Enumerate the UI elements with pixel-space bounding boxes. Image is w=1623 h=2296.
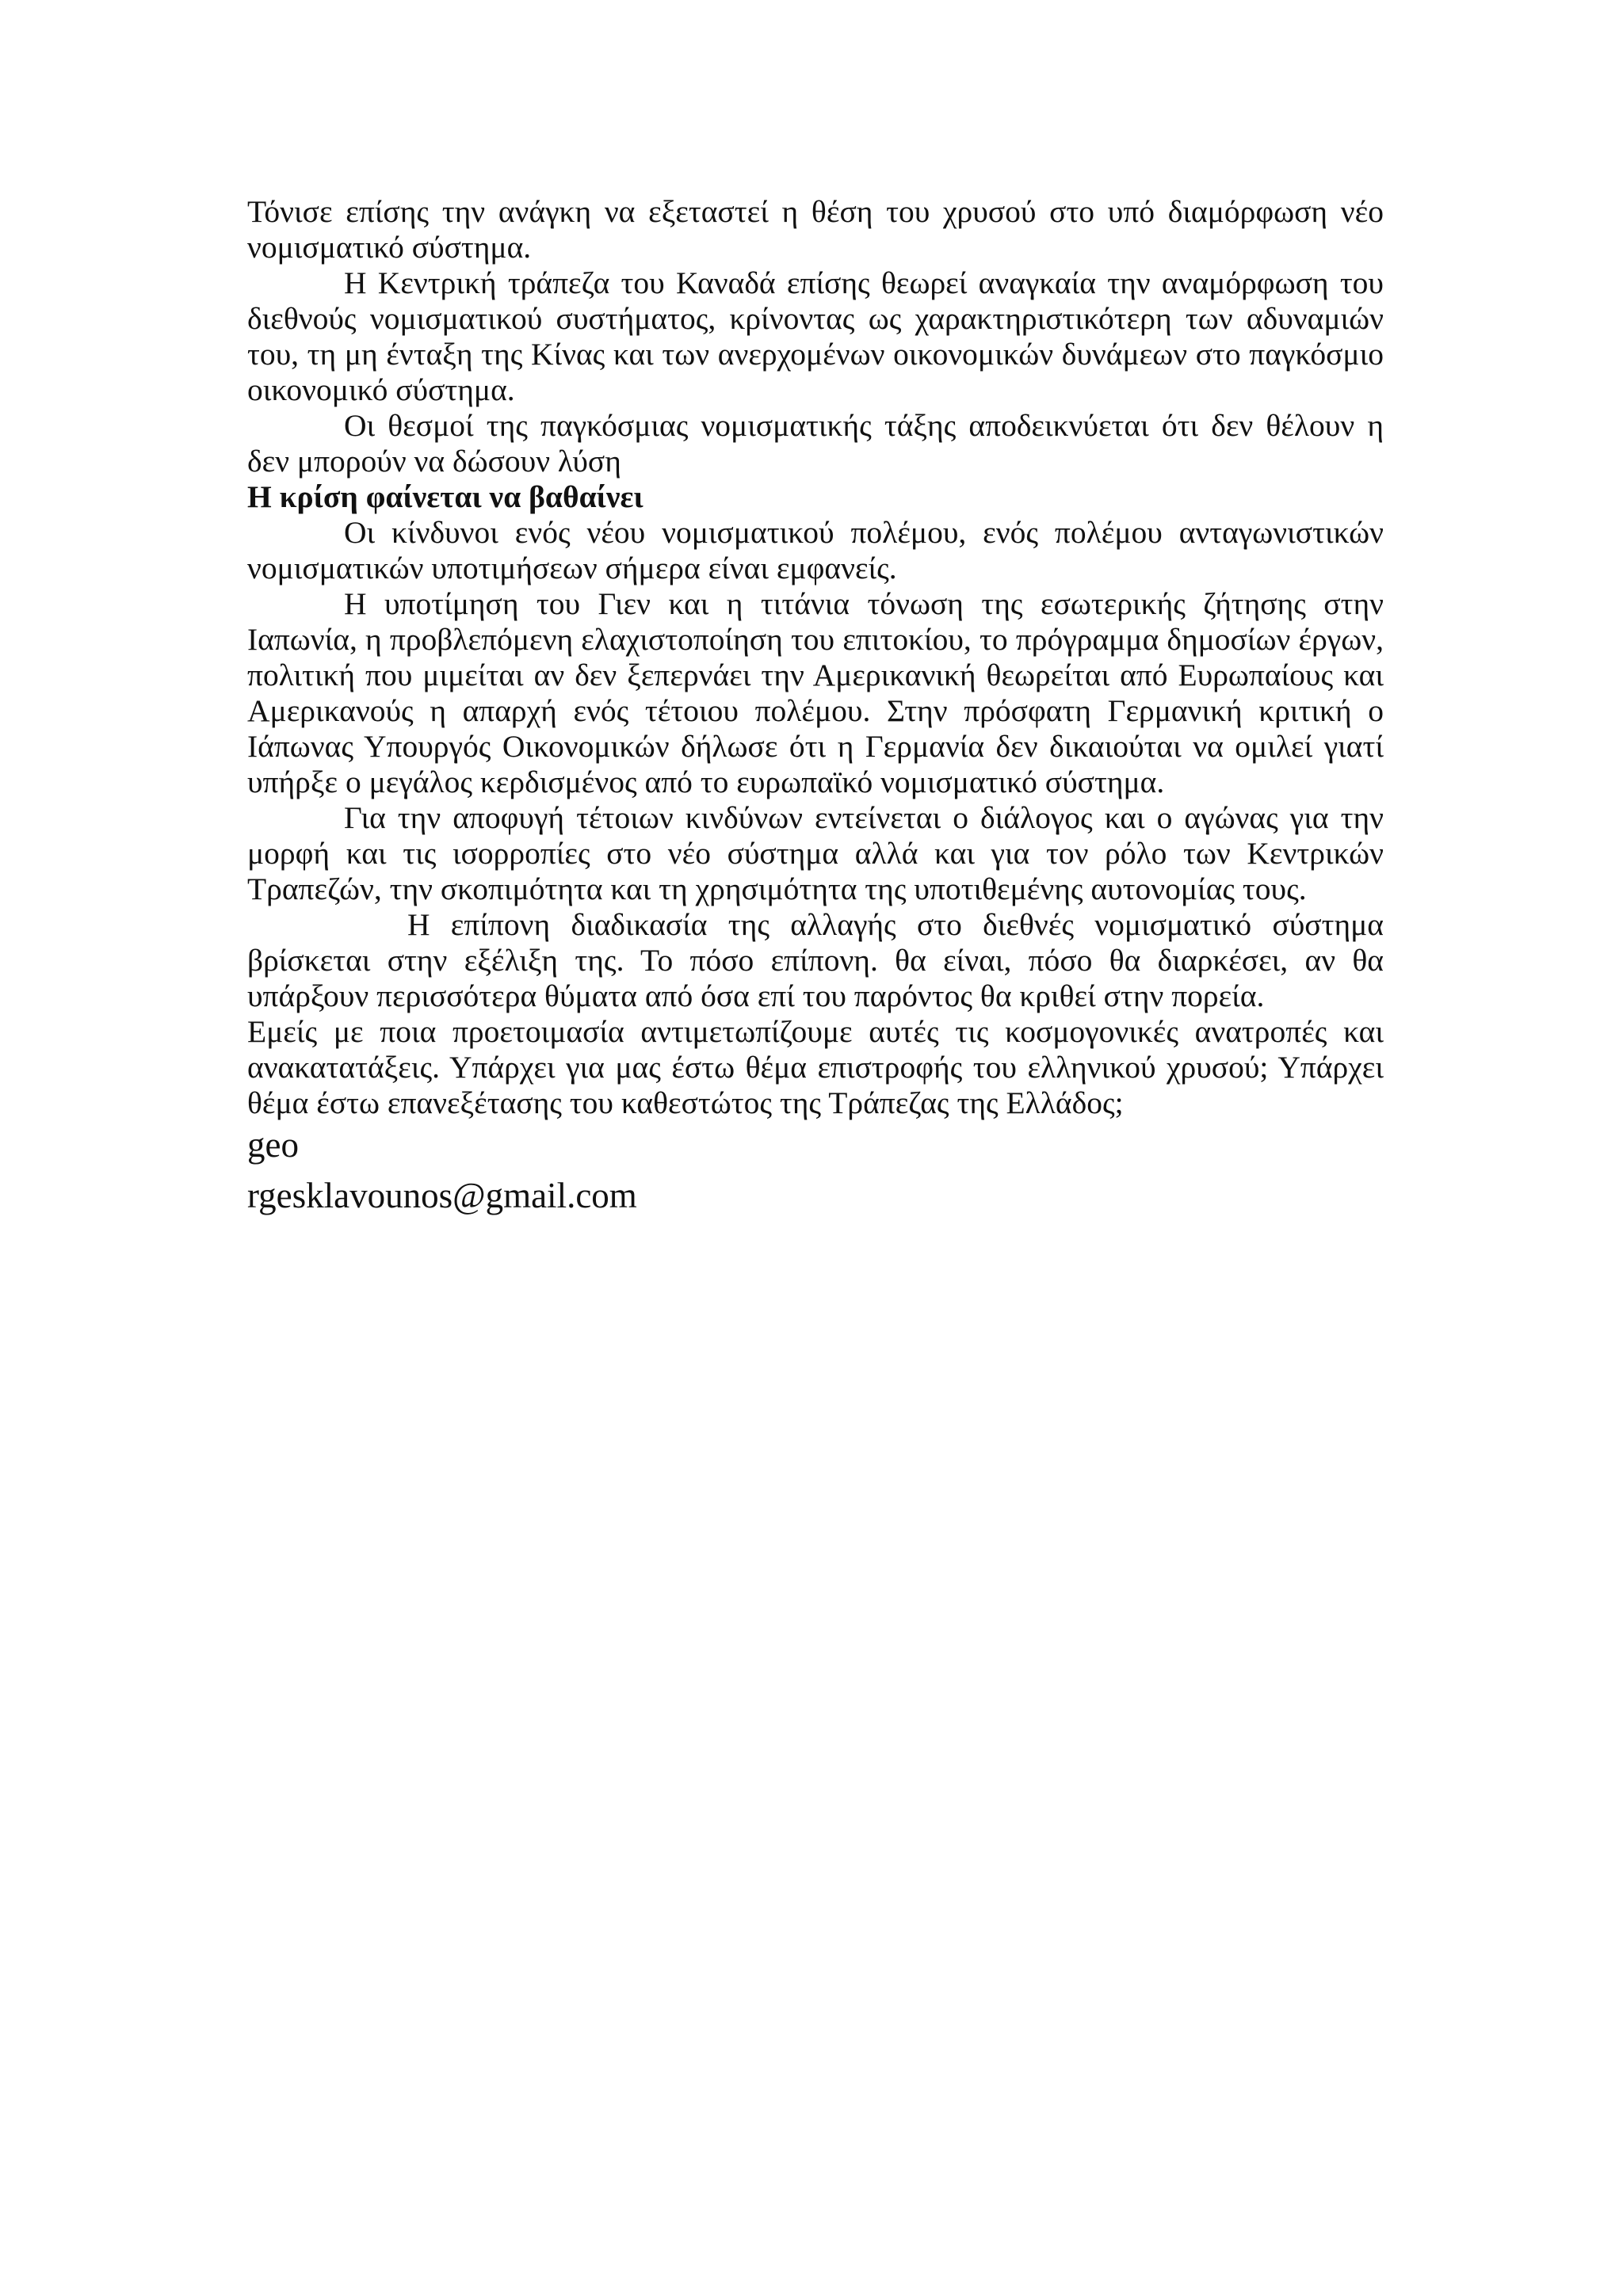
paragraph-gold-position: Τόνισε επίσης την ανάγκη να εξεταστεί η θέση του χρυσού στο υπό διαμόρφωση νέο νομισματικό σύστημα.: [247, 194, 1384, 265]
paragraph-central-banks: Για την αποφυγή τέτοιων κινδύνων εντείνεται ο διάλογος και ο αγώνας για την μορφή και τις ισορροπίες στο νέο σύστημα αλλά και για τον ρόλο των Κεντρικών Τραπεζών, την σκοπιμότητα και τη χρησιμότητα της υποτιθεμένης αυτονομίας τους.: [247, 800, 1384, 906]
paragraph-greek-gold: Εμείς με ποια προετοιμασία αντιμετωπίζουμε αυτές τις κοσμογονικές ανατροπές και ανακατατάξεις. Υπάρχει για μας έστω θέμα επιστροφής του ελληνικού χρυσού; Υπάρχει θέμα έστω επανεξέτασης του καθεστώτος της Τράπεζας της Ελλάδος;: [247, 1014, 1384, 1120]
section-heading: Η κρίση φαίνεται να βαθαίνει: [247, 479, 643, 514]
paragraph-bank-of-canada: Η Κεντρική τράπεζα του Καναδά επίσης θεωρεί αναγκαία την αναμόρφωση του διεθνούς νομισματικού συστήματος, κρίνοντας ως χαρακτηριστικότερη των αδυναμιών του, τη μη ένταξη της Κίνας και των ανερχομένων οικονομικών δυνάμεων στο παγκόσμιο οικονομικό σύστημα.: [247, 265, 1384, 407]
paragraph-painful-process: Η επίπονη διαδικασία της αλλαγής στο διεθνές νομισματικό σύστημα βρίσκεται στην εξέλιξη της. Το πόσο επίπονη. θα είναι, πόσο θα διαρκέσει, αν θα υπάρξουν περισσότερα θύματα από όσα επί του παρόντος θα κριθεί στην πορεία.: [247, 907, 1384, 1013]
author-email[interactable]: rgesklavounos@gmail.com: [247, 1176, 637, 1215]
document-body: [247, 194, 1384, 1222]
paragraph-institutions: Οι θεσμοί της παγκόσμιας νομισματικής τάξης αποδεικνύεται ότι δεν θέλουν η δεν μπορούν να δώσουν λύση: [247, 408, 1384, 479]
signature: geo: [247, 1125, 299, 1165]
paragraph-currency-war: Οι κίνδυνοι ενός νέου νομισματικού πολέμου, ενός πολέμου ανταγωνιστικών νομισματικών υποτιμήσεων σήμερα είναι εμφανείς.: [247, 515, 1384, 585]
paragraph-yen-devaluation: Η υποτίμηση του Γιεν και η τιτάνια τόνωση της εσωτερικής ζήτησης στην Ιαπωνία, η προβλεπόμενη ελαχιστοποίηση του επιτοκίου, το πρόγραμμα δημοσίων έργων, πολιτική που μιμείται αν δεν ξεπερνάει την Αμερικανική θεωρείται από Ευρωπαίους και Αμερικανούς η απαρχή ενός τέτοιου πολέμου. Στην πρόσφατη Γερμανική κριτική ο Ιάπωνας Υπουργός Οικονομικών δήλωσε ότι η Γερμανία δεν δικαιούται να ομιλεί γιατί υπήρξε ο μεγάλος κερδισμένος από το ευρωπαϊκό νομισματικό σύστημα.: [247, 586, 1384, 799]
